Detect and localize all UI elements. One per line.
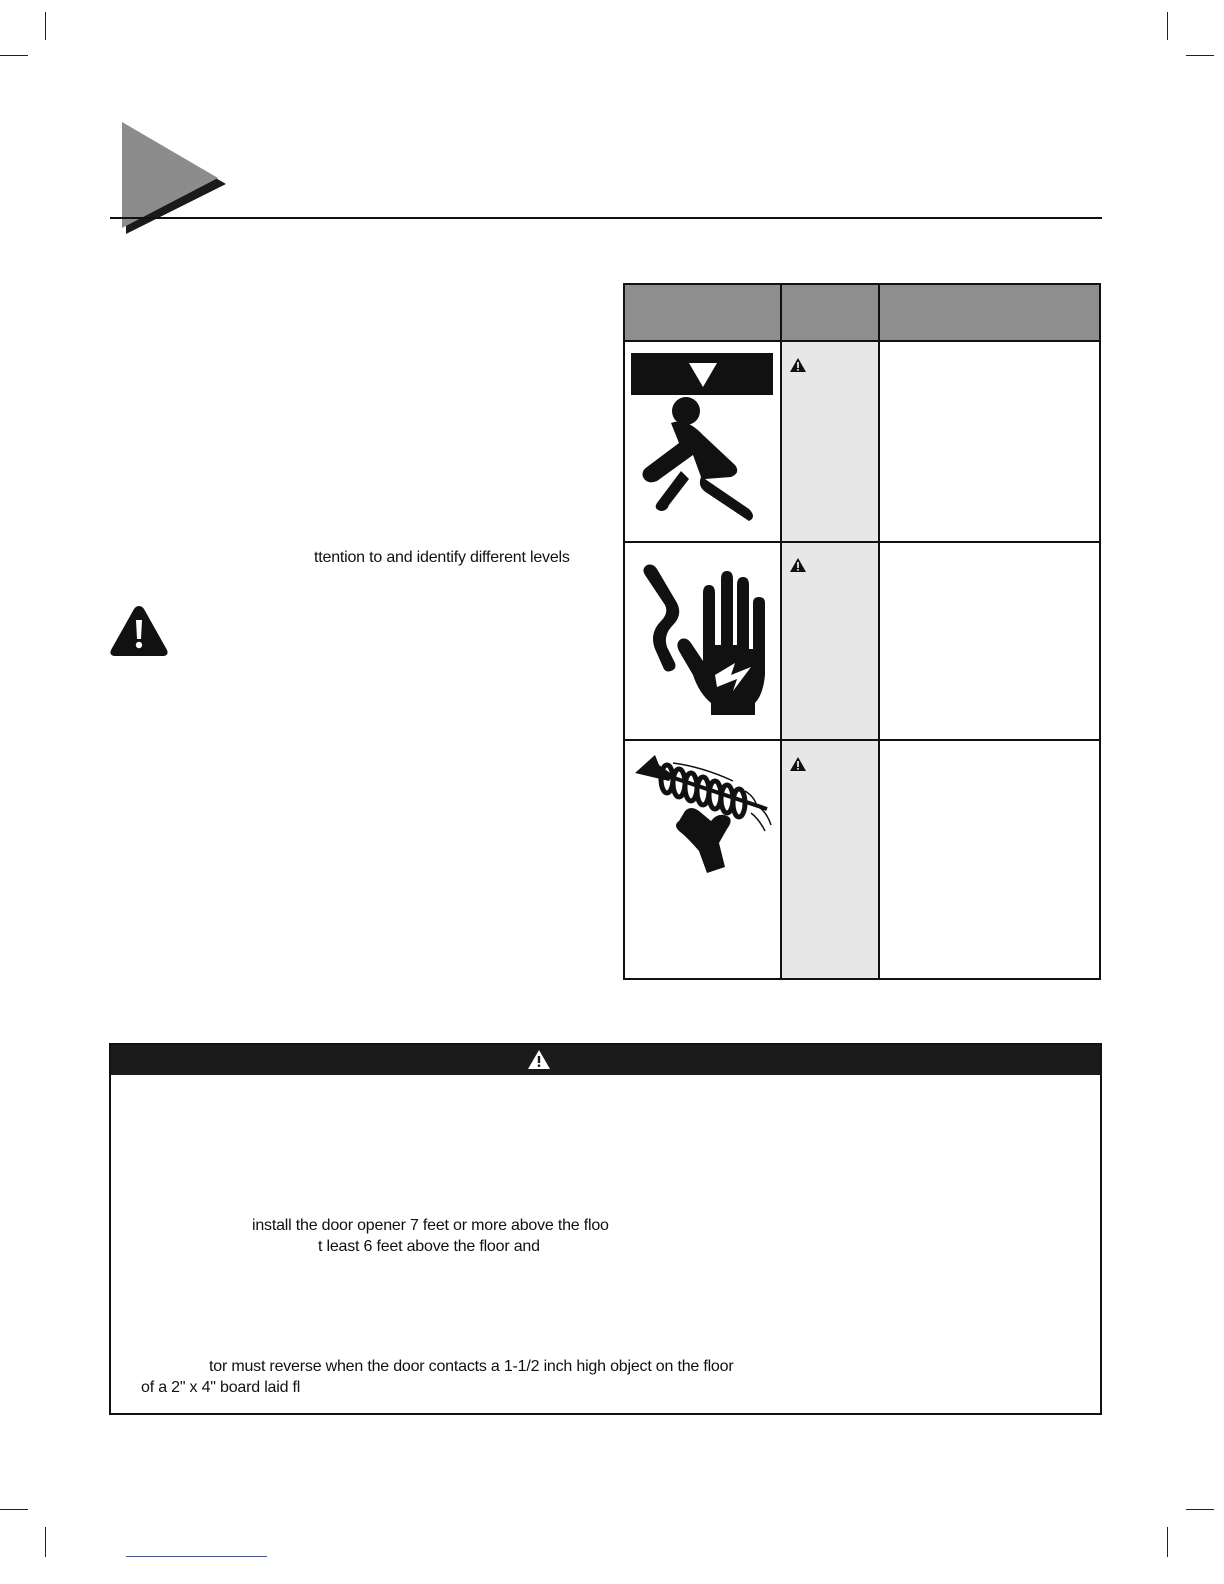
crop-mark — [1167, 1527, 1168, 1557]
alert-triangle-icon — [789, 557, 807, 573]
warning-line: t least 6 feet above the floor and — [318, 1238, 540, 1255]
safety-alert-icon — [108, 603, 170, 659]
column-divider — [780, 285, 782, 978]
crop-mark — [1167, 12, 1168, 40]
alert-triangle-icon — [789, 756, 807, 772]
alert-triangle-icon — [789, 357, 807, 373]
crop-mark — [1186, 55, 1214, 56]
spring-tension-hand-icon — [633, 751, 773, 875]
column-divider — [878, 285, 880, 978]
warning-line: install the door opener 7 feet or more above the floo — [252, 1217, 609, 1234]
electric-shock-hand-icon — [637, 555, 773, 717]
warning-line: of a 2" x 4" board laid fl — [141, 1379, 301, 1396]
hazard-table — [623, 283, 1101, 980]
signal-word-column — [782, 342, 879, 978]
hazard-table-header — [625, 285, 1099, 342]
warning-box — [109, 1043, 1102, 1415]
intro-text: ttention to and identify different levels — [314, 549, 570, 566]
row-divider — [625, 739, 1099, 741]
footer-link-underline[interactable] — [126, 1556, 267, 1557]
crop-mark — [45, 12, 46, 40]
header-rule — [110, 217, 1102, 219]
warning-bar — [111, 1045, 1100, 1075]
crop-mark — [45, 1527, 46, 1557]
crop-mark — [1186, 1509, 1214, 1510]
crop-mark — [0, 1509, 28, 1510]
alert-triangle-icon — [527, 1049, 551, 1070]
falling-door-crush-icon — [631, 353, 773, 525]
row-divider — [625, 541, 1099, 543]
warning-line: tor must reverse when the door contacts a 1-1/2 inch high object on the floor — [209, 1358, 734, 1375]
crop-mark — [0, 55, 28, 56]
